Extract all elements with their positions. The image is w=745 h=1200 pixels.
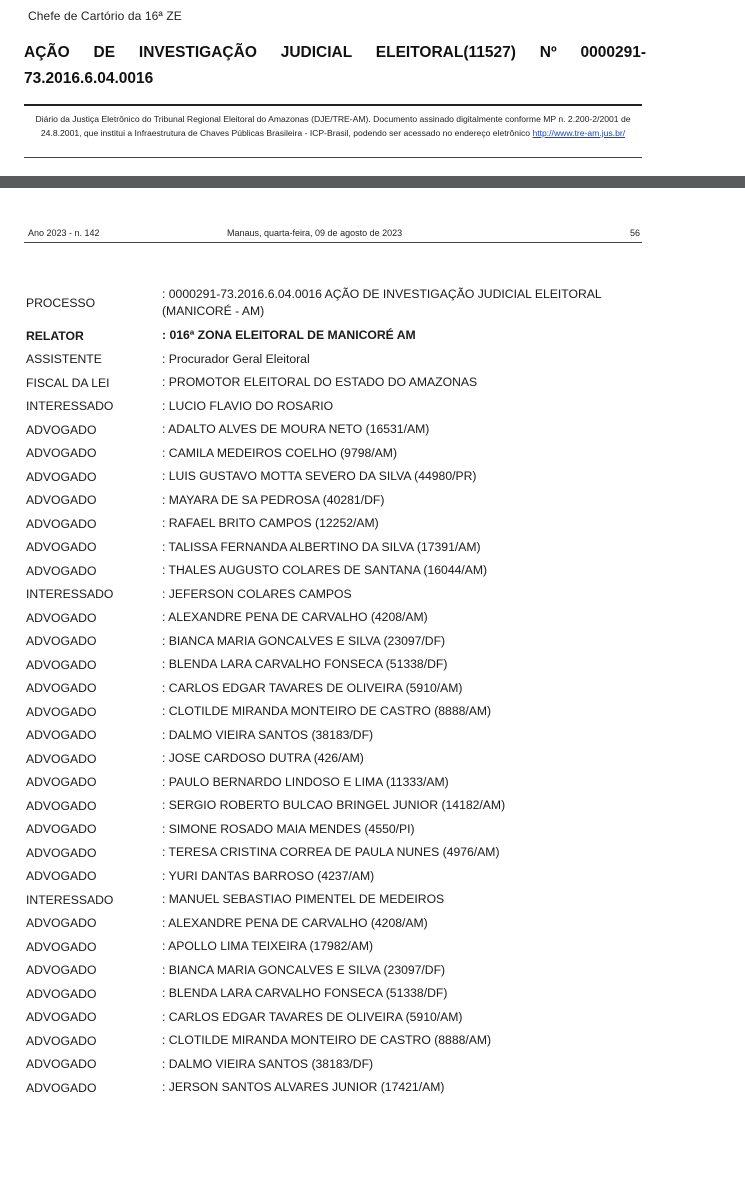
party-name: : THALES AUGUSTO COLARES DE SANTANA (16044/AM)	[162, 563, 488, 578]
party-name: : PAULO BERNARDO LINDOSO E LIMA (11333/AM)	[162, 774, 449, 789]
party-row	[26, 630, 626, 654]
party-role: INTERESSADO	[26, 587, 114, 602]
page-separator	[0, 176, 745, 188]
party-row	[26, 1053, 626, 1077]
party-name: : APOLLO LIMA TEIXEIRA (17982/AM)	[162, 939, 374, 954]
parties-table-body	[26, 282, 626, 1100]
party-row	[26, 794, 626, 818]
page-header-divider	[24, 242, 642, 243]
party-name: : CARLOS EDGAR TAVARES DE OLIVEIRA (5910/AM)	[162, 1009, 463, 1024]
party-name: : TERESA CRISTINA CORREA DE PAULA NUNES (4976/AM)	[162, 845, 500, 860]
party-name: : TALISSA FERNANDA ALBERTINO DA SILVA (17391/AM)	[162, 539, 481, 554]
party-role: INTERESSADO	[26, 399, 114, 414]
party-name: : JEFERSON COLARES CAMPOS	[162, 586, 352, 601]
party-role: RELATOR	[26, 328, 84, 343]
party-name: : CLOTILDE MIRANDA MONTEIRO DE CASTRO (8888/AM)	[162, 704, 492, 719]
party-role: ADVOGADO	[26, 516, 97, 531]
party-role: PROCESSO	[26, 296, 96, 310]
parties-table	[26, 282, 626, 1100]
party-role: ADVOGADO	[26, 446, 97, 461]
party-name: : DALMO VIEIRA SANTOS (38183/DF)	[162, 727, 374, 742]
party-row	[26, 606, 626, 630]
party-row	[26, 771, 626, 795]
party-role: ADVOGADO	[26, 728, 97, 743]
party-role: ADVOGADO	[26, 1033, 97, 1048]
party-row	[26, 700, 626, 724]
party-role: ADVOGADO	[26, 1010, 97, 1025]
party-row	[26, 747, 626, 771]
party-role: INTERESSADO	[26, 892, 114, 907]
party-name: : BLENDA LARA CARVALHO FONSECA (51338/DF)	[162, 986, 448, 1001]
party-row	[26, 418, 626, 442]
footer-divider-top	[24, 104, 642, 106]
party-role: ADVOGADO	[26, 845, 97, 860]
party-name: : SERGIO ROBERTO BULCAO BRINGEL JUNIOR (14182/AM)	[162, 798, 506, 813]
party-row	[26, 489, 626, 513]
party-role: ADVOGADO	[26, 681, 97, 696]
party-name: : SIMONE ROSADO MAIA MENDES (4550/PI)	[162, 821, 415, 836]
party-name: : LUCIO FLAVIO DO ROSARIO	[162, 398, 334, 413]
party-row	[26, 935, 626, 959]
party-row	[26, 1006, 626, 1030]
party-row	[26, 348, 626, 372]
party-row	[26, 677, 626, 701]
publication-footer-note	[24, 112, 642, 140]
party-role: ADVOGADO	[26, 916, 97, 931]
footer-divider-bottom	[24, 157, 642, 158]
party-role: ADVOGADO	[26, 869, 97, 884]
party-role: ADVOGADO	[26, 963, 97, 978]
party-row	[26, 442, 626, 466]
party-name: : JERSON SANTOS ALVARES JUNIOR (17421/AM)	[162, 1080, 445, 1095]
party-role: ADVOGADO	[26, 1080, 97, 1095]
party-row	[26, 818, 626, 842]
party-row	[26, 512, 626, 536]
party-row	[26, 536, 626, 560]
party-role: ASSISTENTE	[26, 352, 102, 367]
party-name: : LUIS GUSTAVO MOTTA SEVERO DA SILVA (44980/PR)	[162, 469, 477, 484]
party-name: : ALEXANDRE PENA DE CARVALHO (4208/AM)	[162, 915, 428, 930]
publication-date: Manaus, quarta-feira, 09 de agosto de 2023	[227, 228, 403, 238]
party-role: ADVOGADO	[26, 1057, 97, 1072]
party-row	[26, 959, 626, 983]
party-name: : ADALTO ALVES DE MOURA NETO (16531/AM)	[162, 422, 430, 437]
party-role: ADVOGADO	[26, 469, 97, 484]
party-row	[26, 653, 626, 677]
party-row	[26, 583, 626, 607]
party-role: ADVOGADO	[26, 939, 97, 954]
party-role: ADVOGADO	[26, 704, 97, 719]
party-name: : CAMILA MEDEIROS COELHO (9798/AM)	[162, 445, 398, 460]
party-name: : BIANCA MARIA GONCALVES E SILVA (23097/DF)	[162, 633, 446, 648]
party-name: : CLOTILDE MIRANDA MONTEIRO DE CASTRO (8888/AM)	[162, 1033, 492, 1048]
party-name: : BIANCA MARIA GONCALVES E SILVA (23097/DF)	[162, 962, 446, 977]
party-row	[26, 724, 626, 748]
party-name: : MANUEL SEBASTIAO PIMENTEL DE MEDEIROS	[162, 892, 445, 907]
previous-page-signature-line: Chefe de Cartório da 16ª ZE	[28, 9, 182, 23]
party-row	[26, 982, 626, 1006]
page-number: 56	[629, 228, 640, 238]
party-row	[26, 865, 626, 889]
edition-number: Ano 2023 - n. 142	[28, 228, 100, 238]
party-name: : PROMOTOR ELEITORAL DO ESTADO DO AMAZONAS	[162, 375, 478, 390]
party-role: ADVOGADO	[26, 657, 97, 672]
document-title: AÇÃO DE INVESTIGAÇÃO JUDICIAL ELEITORAL(11527) Nº 0000291-73.2016.6.04.0016	[24, 44, 646, 87]
party-name: : ALEXANDRE PENA DE CARVALHO (4208/AM)	[162, 610, 428, 625]
party-role: ADVOGADO	[26, 751, 97, 766]
party-name: : DALMO VIEIRA SANTOS (38183/DF)	[162, 1056, 374, 1071]
party-row	[26, 371, 626, 395]
party-name: : YURI DANTAS BARROSO (4237/AM)	[162, 868, 375, 883]
party-name: : JOSE CARDOSO DUTRA (426/AM)	[162, 751, 364, 766]
party-role: ADVOGADO	[26, 775, 97, 790]
party-name: : CARLOS EDGAR TAVARES DE OLIVEIRA (5910/AM)	[162, 680, 463, 695]
party-row	[26, 1076, 626, 1100]
party-name: : Procurador Geral Eleitoral	[162, 351, 310, 366]
party-role: ADVOGADO	[26, 563, 97, 578]
party-row	[26, 395, 626, 419]
party-role: ADVOGADO	[26, 822, 97, 837]
party-role: ADVOGADO	[26, 422, 97, 437]
party-row	[26, 559, 626, 583]
party-row	[26, 324, 626, 348]
party-role: ADVOGADO	[26, 798, 97, 813]
party-role: ADVOGADO	[26, 986, 97, 1001]
party-row	[26, 912, 626, 936]
party-name: : 016ª ZONA ELEITORAL DE MANICORÉ AM	[162, 328, 416, 343]
party-role: ADVOGADO	[26, 610, 97, 625]
party-role: ADVOGADO	[26, 493, 97, 508]
party-name: : MAYARA DE SA PEDROSA (40281/DF)	[162, 492, 385, 507]
party-role: FISCAL DA LEI	[26, 375, 110, 390]
party-row	[26, 1029, 626, 1053]
party-name: : BLENDA LARA CARVALHO FONSECA (51338/DF)	[162, 657, 448, 672]
footer-note-text: Diário da Justiça Eletrônico do Tribunal Regional Eleitoral do Amazonas (DJE/TRE-AM). Documento assinado digitalmente conforme MP n. 2.200-2/2001 de 24.8.2001, que institui a Infraestrutura de Chaves Públicas Brasileira - ICP-Brasil, podendo ser acessado no endereço eletrônico	[35, 114, 631, 138]
party-name: : 0000291-73.2016.6.04.0016 AÇÃO DE INVESTIGAÇÃO JUDICIAL ELEITORAL (MANICORÉ - AM)	[162, 287, 602, 318]
party-row	[26, 888, 626, 912]
party-row	[26, 282, 626, 324]
party-role: ADVOGADO	[26, 634, 97, 649]
party-row	[26, 841, 626, 865]
tre-am-link[interactable]: http://www.tre-am.jus.br/	[532, 128, 626, 138]
party-role: ADVOGADO	[26, 540, 97, 555]
party-row	[26, 465, 626, 489]
party-name: : RAFAEL BRITO CAMPOS (12252/AM)	[162, 516, 379, 531]
